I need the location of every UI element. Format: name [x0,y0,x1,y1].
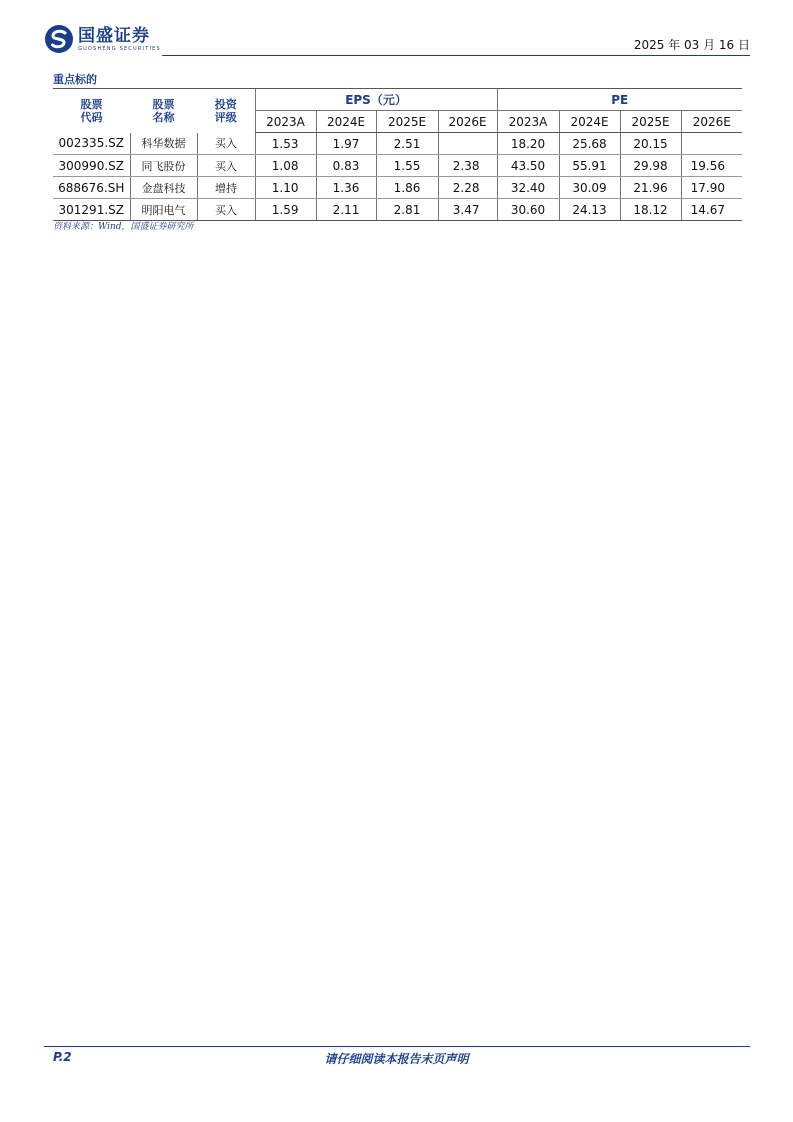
eps-value: 0.83 [316,155,376,177]
eps-value: 1.59 [255,199,316,221]
eps-value: 2.38 [438,155,497,177]
stock-name: 金盘科技 [130,177,197,199]
header-pe-year: 2024E [559,111,620,133]
pe-value: 32.40 [497,177,559,199]
eps-value: 1.08 [255,155,316,177]
eps-value: 2.11 [316,199,376,221]
pe-value: 30.60 [497,199,559,221]
source-note: 资料来源：Wind，国盛证券研究所 [53,222,194,232]
stock-rating: 买入 [197,199,255,221]
pe-value: 17.90 [681,177,742,199]
section-title: 重点标的 [53,73,97,86]
eps-value: 2.28 [438,177,497,199]
pe-value: 55.91 [559,155,620,177]
table-row [53,177,742,199]
eps-value: 1.36 [316,177,376,199]
stock-code: 301291.SZ [53,199,130,221]
header-eps-group: EPS（元） [255,89,497,111]
eps-value: 1.97 [316,133,376,155]
table-row [53,199,742,221]
header-stock-name: 股票 名称 [130,89,197,133]
eps-value: 2.81 [376,199,438,221]
pe-value: 18.20 [497,133,559,155]
header-divider [162,55,750,56]
brand-name-cn: 国盛证券 [78,26,150,46]
pe-value: 19.56 [681,155,742,177]
stock-name: 明阳电气 [130,199,197,221]
stock-code: 300990.SZ [53,155,130,177]
stock-rating: 买入 [197,133,255,155]
header-stock-code: 股票 代码 [53,89,130,133]
eps-value: 2.51 [376,133,438,155]
pe-value: 20.15 [620,133,681,155]
pe-value [681,133,742,155]
table-row [53,133,742,155]
header-pe-year: 2025E [620,111,681,133]
stock-code: 688676.SH [53,177,130,199]
stock-name: 科华数据 [130,133,197,155]
footer-divider [44,1046,750,1047]
guosheng-logo-icon [44,24,74,54]
pe-value: 21.96 [620,177,681,199]
header-eps-year: 2025E [376,111,438,133]
disclaimer-note: 请仔细阅读本报告末页声明 [324,1052,469,1066]
stock-rating: 增持 [197,177,255,199]
pe-value: 30.09 [559,177,620,199]
pe-value: 43.50 [497,155,559,177]
page-header [44,24,750,58]
eps-value: 1.86 [376,177,438,199]
brand-logo [44,24,161,54]
header-pe-group: PE [497,89,742,111]
report-date: 2025 年 03 月 16 日 [633,38,750,52]
pe-value: 24.13 [559,199,620,221]
pe-value: 18.12 [620,199,681,221]
pe-value: 25.68 [559,133,620,155]
page-number: P.2 [53,1050,72,1064]
eps-value: 1.10 [255,177,316,199]
header-pe-year: 2026E [681,111,742,133]
header-rating: 投资 评级 [197,89,255,133]
table-row [53,155,742,177]
stock-rating: 买入 [197,155,255,177]
header-eps-year: 2024E [316,111,376,133]
header-eps-year: 2023A [255,111,316,133]
stock-code: 002335.SZ [53,133,130,155]
eps-value [438,133,497,155]
eps-value: 1.53 [255,133,316,155]
pe-value: 29.98 [620,155,681,177]
pe-value: 14.67 [681,199,742,221]
header-eps-year: 2026E [438,111,497,133]
eps-value: 1.55 [376,155,438,177]
eps-value: 3.47 [438,199,497,221]
key-stocks-table [53,88,742,221]
brand-name-en: GUOSHENG SECURITIES [78,46,161,52]
header-pe-year: 2023A [497,111,559,133]
stock-name: 同飞股份 [130,155,197,177]
